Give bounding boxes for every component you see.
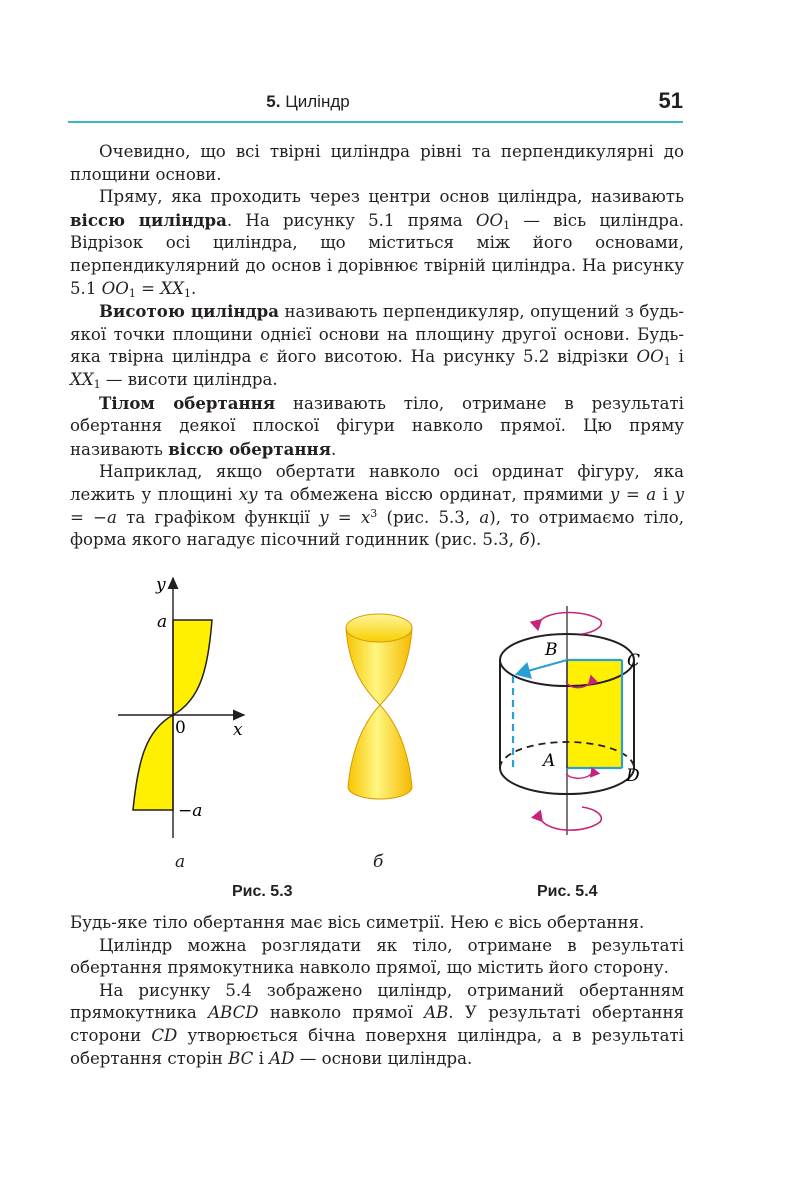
rotation-arrow-top	[541, 613, 601, 635]
paragraph-6: Будь-яке тіло обертання має вісь симетрії. Нею є вісь обертання.	[70, 913, 645, 932]
math-subscript: 1	[183, 286, 191, 300]
math-equals: = −	[70, 507, 108, 527]
math-var: y	[674, 484, 685, 504]
upper-region	[173, 620, 212, 715]
math-bc: BC	[228, 1048, 254, 1068]
text-run: Наприклад, якщо обертати навколо осі ординат фігуру, яка лежить у площині	[70, 462, 684, 504]
term-axis-of-revolution: віссю обертання	[168, 438, 331, 459]
text-run: ).	[529, 530, 542, 550]
label-neg-a: −a	[178, 801, 203, 821]
label-point-d: D	[626, 766, 640, 786]
text-run: . На рисунку 5.1 пряма	[226, 210, 476, 230]
term-height-of-cylinder: Висотою циліндра	[99, 301, 279, 322]
math-var: y	[609, 484, 620, 504]
math-ab: AB	[424, 1003, 449, 1023]
rotation-arrow-bottom	[542, 807, 601, 830]
header-rule	[68, 121, 683, 123]
math-equals: =	[328, 507, 361, 527]
subfigure-label-b: б	[373, 852, 384, 872]
chapter-number: 5.	[266, 92, 281, 111]
figure-5-4-caption: Рис. 5.4	[537, 883, 598, 900]
math-equals: =	[135, 278, 161, 298]
text-run: На рисунку 5.4 зображено циліндр, отриманий обертанням прямокутника	[70, 980, 684, 1023]
paragraph-2	[70, 186, 684, 300]
math-abcd: ABCD	[208, 1003, 259, 1023]
math-subscript: 1	[93, 377, 101, 391]
chapter-heading	[68, 92, 548, 112]
math-xx: XX	[160, 278, 184, 298]
text-block-upper	[70, 141, 684, 552]
label-x-axis: x	[233, 720, 243, 740]
hourglass-lower	[348, 705, 412, 799]
math-subscript: 1	[128, 286, 136, 300]
label-point-b: B	[545, 640, 558, 660]
page-header	[68, 90, 683, 120]
text-run: — висоти циліндра.	[100, 369, 278, 389]
math-var: a	[646, 484, 657, 504]
text-block-lower	[70, 912, 684, 1070]
math-cd: CD	[151, 1025, 178, 1045]
figure-ref-a: а	[479, 507, 490, 527]
lower-region	[133, 715, 173, 810]
math-oo: OO	[101, 278, 129, 298]
text-run: і	[656, 484, 675, 504]
figure-5-3a-graph	[118, 578, 244, 838]
paragraph-4	[70, 392, 684, 462]
text-run: та графіком функції	[116, 507, 320, 527]
math-ad: AD	[269, 1048, 295, 1068]
math-equals: =	[619, 484, 647, 504]
figures-svg	[0, 560, 800, 910]
hourglass-top-ellipse	[346, 614, 412, 642]
chapter-title: Циліндр	[285, 92, 350, 111]
math-var: a	[107, 507, 117, 527]
label-point-a: A	[543, 751, 556, 771]
text-run: ), то отримаємо тіло, форма якого нагадує пісочний годинник (рис. 5.3,	[70, 507, 685, 550]
paragraph-3	[70, 300, 684, 391]
rectangle-abcd	[568, 660, 622, 768]
text-run: Пряму, яка проходить через центри основ циліндра, називають	[99, 187, 684, 207]
radius-rotated	[517, 660, 567, 674]
page-number: 51	[658, 88, 683, 113]
text-run: утворюється бічна поверхня циліндра, а в результаті обертання сторін	[70, 1025, 684, 1068]
math-oo: OO	[636, 347, 664, 367]
figures-area	[0, 560, 800, 910]
text-run: навколо прямої	[258, 1003, 425, 1023]
math-xx: XX	[70, 369, 94, 389]
subfigure-label-a: а	[175, 852, 186, 872]
term-body-of-revolution: Тілом обертання	[99, 392, 276, 413]
text-run: та обмежена віссю ординат, прямими	[257, 484, 610, 504]
text-run: (рис. 5.3,	[377, 507, 480, 527]
text-run: .	[330, 439, 337, 459]
text-run: — вісь циліндра. Відрізок осі циліндра, що міститься між його основами, перпендикулярний до основ і дорівнює твірній циліндра. На рисунку 5.1	[70, 210, 684, 298]
term-axis-of-cylinder: віссю циліндра	[70, 209, 227, 230]
figure-ref-b: б	[519, 530, 530, 550]
rotation-arrow-inner-bottom	[566, 768, 592, 778]
math-oo: OO	[475, 210, 504, 230]
math-subscript: 1	[503, 218, 511, 232]
label-y-axis: y	[156, 575, 166, 595]
text-run: і	[670, 347, 684, 367]
paragraph-1: Очевидно, що всі твірні циліндра рівні та перпендикулярні до площини основи.	[70, 142, 684, 184]
math-var: y	[319, 507, 329, 527]
label-origin: 0	[175, 718, 186, 738]
text-run: називають перпендикуляр, опущений з будь-якої точки площини однієї основи на площину другої основи. Будь-яка твірна циліндра є його висотою. На рисунку 5.2 відрізки	[70, 302, 684, 367]
text-run: .	[190, 278, 197, 298]
paragraph-7: Циліндр можна розглядати як тіло, отримане в результаті обертання прямокутника навколо прямої, що містить його сторону.	[70, 935, 684, 978]
figure-5-3b-hourglass	[346, 614, 412, 799]
paragraph-8	[70, 980, 684, 1070]
text-run: і	[253, 1048, 270, 1068]
math-var: xy	[238, 484, 258, 504]
figure-5-3-caption: Рис. 5.3	[232, 883, 293, 900]
figure-5-4-cylinder	[500, 606, 634, 835]
math-subscript: 1	[663, 355, 671, 369]
text-run: — основи циліндра.	[294, 1048, 473, 1068]
label-point-c: C	[627, 651, 641, 671]
text-run: називають тіло, отримане в результаті обертання деякої плоскої фігури навколо прямої. Цю пряму називають	[70, 393, 684, 459]
paragraph-5	[70, 461, 684, 551]
label-a: a	[157, 612, 168, 632]
math-var: x	[360, 507, 371, 527]
text-run: . У результаті обертання сторони	[70, 1003, 684, 1045]
math-exponent: 3	[370, 506, 378, 520]
